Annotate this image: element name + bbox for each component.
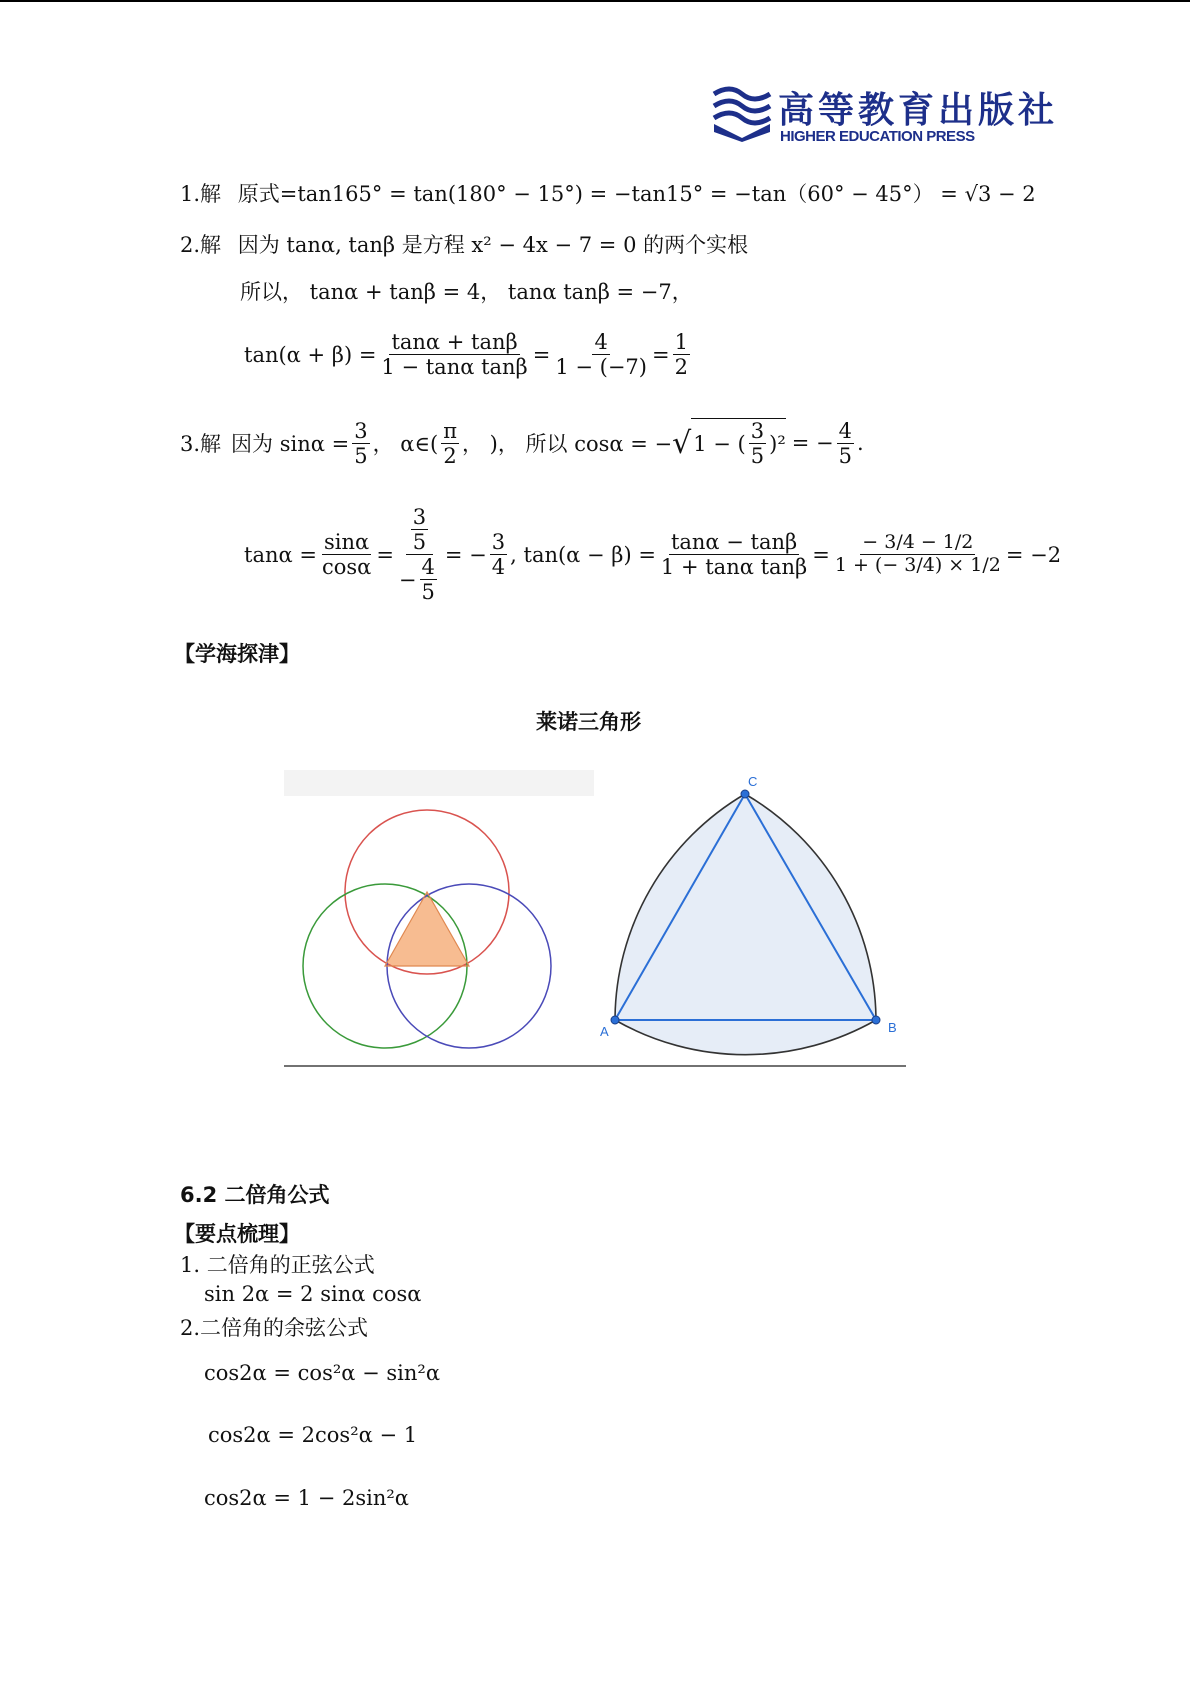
fraction-denominator: 2 xyxy=(674,355,688,380)
q3-line1 xyxy=(180,418,864,468)
q3-text-eq-minus: = − xyxy=(444,542,487,567)
q3-tan-diff-fraction xyxy=(659,530,809,579)
fraction-denominator: 1 + tanα tanβ xyxy=(660,555,808,580)
equals-sign: = xyxy=(812,542,830,567)
fraction-denominator: 1 − tanα tanβ xyxy=(381,355,528,380)
q2-line2: 所以， tanα + tanβ = 4， tanα tanβ = −7， xyxy=(240,280,693,304)
inner-fraction xyxy=(411,505,428,554)
logo-english-text: HIGHER EDUCATION PRESS xyxy=(780,128,975,145)
q3-pi-fraction xyxy=(441,419,459,468)
q3-text-a: 因为 sinα = xyxy=(231,432,350,457)
q2-line3 xyxy=(244,330,693,379)
fraction-numerator: 3 xyxy=(354,418,368,443)
q3-tan-diff-eval xyxy=(833,532,1003,577)
compound-denominator xyxy=(397,555,442,604)
center-triangle-fill xyxy=(385,892,469,966)
fraction-denominator: 5 xyxy=(838,443,852,468)
three-circles-diagram xyxy=(284,770,906,1068)
q3-tan-fraction-1 xyxy=(320,530,373,579)
q3-compound-fraction xyxy=(397,505,442,605)
q2-label: 2.解 xyxy=(180,233,222,257)
fraction-denominator: 4 xyxy=(491,555,506,580)
fraction-numerator: 4 xyxy=(594,330,608,354)
vertex-b-label: B xyxy=(888,1020,897,1035)
fraction-denominator: 5 xyxy=(412,530,427,555)
vertex-c-label: C xyxy=(748,774,758,789)
equals-sign: = xyxy=(532,342,551,367)
formula-cos-2: cos2α = 2cos²α − 1 xyxy=(208,1423,418,1447)
item2-title: 2.二倍角的余弦公式 xyxy=(180,1316,369,1340)
vertex-a-dot xyxy=(611,1016,619,1024)
fraction-numerator: π xyxy=(443,418,457,443)
vertex-b-dot xyxy=(872,1016,880,1024)
publisher-logo xyxy=(710,82,1059,150)
q3-sin-fraction xyxy=(352,419,369,468)
q3-text-c: ， )， 所以 cosα = − xyxy=(462,432,673,457)
fraction-numerator: tanα + tanβ xyxy=(391,330,518,354)
reuleaux-title: 莱诺三角形 xyxy=(536,710,641,734)
q2-fraction-1 xyxy=(379,330,529,379)
fraction-numerator: tanα − tanβ xyxy=(670,530,798,555)
fraction-numerator: sinα xyxy=(324,530,370,555)
compound-numerator xyxy=(406,505,433,555)
fraction-denominator: 1 + (− 3/4) × 1/2 xyxy=(834,554,1001,577)
equals-sign: = xyxy=(376,542,394,567)
equals-sign: = xyxy=(651,342,670,367)
fraction-denominator: 1 − (−7) xyxy=(555,355,647,380)
q3-cos-fraction xyxy=(837,419,854,468)
top-border-line xyxy=(0,0,1190,2)
fraction-denominator: 2 xyxy=(443,443,457,468)
q3-sqrt-body xyxy=(691,418,786,468)
fraction-numerator: 4 xyxy=(421,555,435,580)
q3-line2 xyxy=(244,505,1061,605)
minus-sign: − xyxy=(398,567,417,592)
logo-chinese-text: 高等教育出版社 xyxy=(778,89,1059,131)
q3-label: 3.解 xyxy=(180,432,222,457)
q3-root-fraction xyxy=(749,419,766,468)
q3-result: = −2 xyxy=(1005,542,1062,567)
fraction-denominator: 5 xyxy=(354,443,368,468)
fraction-denominator: 5 xyxy=(750,444,765,469)
q3-tan-fraction-3 xyxy=(490,530,507,579)
inner-fraction xyxy=(420,555,437,604)
q2-line3-left: tan(α + β) = xyxy=(244,342,377,367)
q3-root-a: 1 − ( xyxy=(693,431,746,456)
fraction-numerator: 4 xyxy=(838,418,852,443)
q3-text-e: . xyxy=(857,431,864,456)
q1-line xyxy=(180,178,1036,208)
reuleaux-figure xyxy=(284,770,906,1068)
q2-intro-line xyxy=(180,229,748,259)
q3-tan-left: tanα = xyxy=(244,542,317,567)
fraction-numerator: − 3/4 − 1/2 xyxy=(862,531,974,554)
q1-text: 原式=tan165° = tan(180° − 15°) = −tan15° = −tan（60° − 45°） = √3 − 2 xyxy=(237,182,1036,206)
formula-cos-3: cos2α = 1 − 2sin²α xyxy=(204,1486,409,1510)
reuleaux-triangle xyxy=(615,794,876,1055)
formula-cos-1: cos2α = cos²α − sin²α xyxy=(204,1361,441,1385)
fraction-numerator: 3 xyxy=(491,530,506,555)
fraction-numerator: 1 xyxy=(674,330,688,354)
vertex-a-label: A xyxy=(600,1024,609,1039)
vertex-c-dot xyxy=(741,790,749,798)
section-62-title: 6.2 二倍角公式 xyxy=(180,1183,330,1207)
q3-root-b: )² xyxy=(769,431,786,456)
fraction-numerator: 3 xyxy=(412,505,427,529)
fraction-numerator: 3 xyxy=(750,419,765,443)
item1-title: 1. 二倍角的正弦公式 xyxy=(180,1253,375,1277)
q1-label: 1.解 xyxy=(180,182,222,206)
section-heading-yaodian: 【要点梳理】 xyxy=(174,1222,300,1246)
publisher-emblem-icon xyxy=(710,84,774,142)
q2-intro: 因为 tanα, tanβ 是方程 x² − 4x − 7 = 0 的两个实根 xyxy=(237,233,749,257)
q3-sqrt-sign: √ xyxy=(672,425,692,461)
item1-formula: sin 2α = 2 sinα cosα xyxy=(204,1282,422,1306)
q3-tan-diff-left: , tan(α − β) = xyxy=(510,542,656,567)
q2-fraction-3 xyxy=(673,330,690,379)
q2-fraction-2 xyxy=(553,330,649,379)
fraction-denominator: cosα xyxy=(321,555,372,580)
q3-text-d: = − xyxy=(791,431,834,456)
section-heading-xuehai: 【学海探津】 xyxy=(174,642,300,666)
fraction-denominator: 5 xyxy=(421,580,435,605)
q3-text-b: ， α∈( xyxy=(372,432,439,457)
